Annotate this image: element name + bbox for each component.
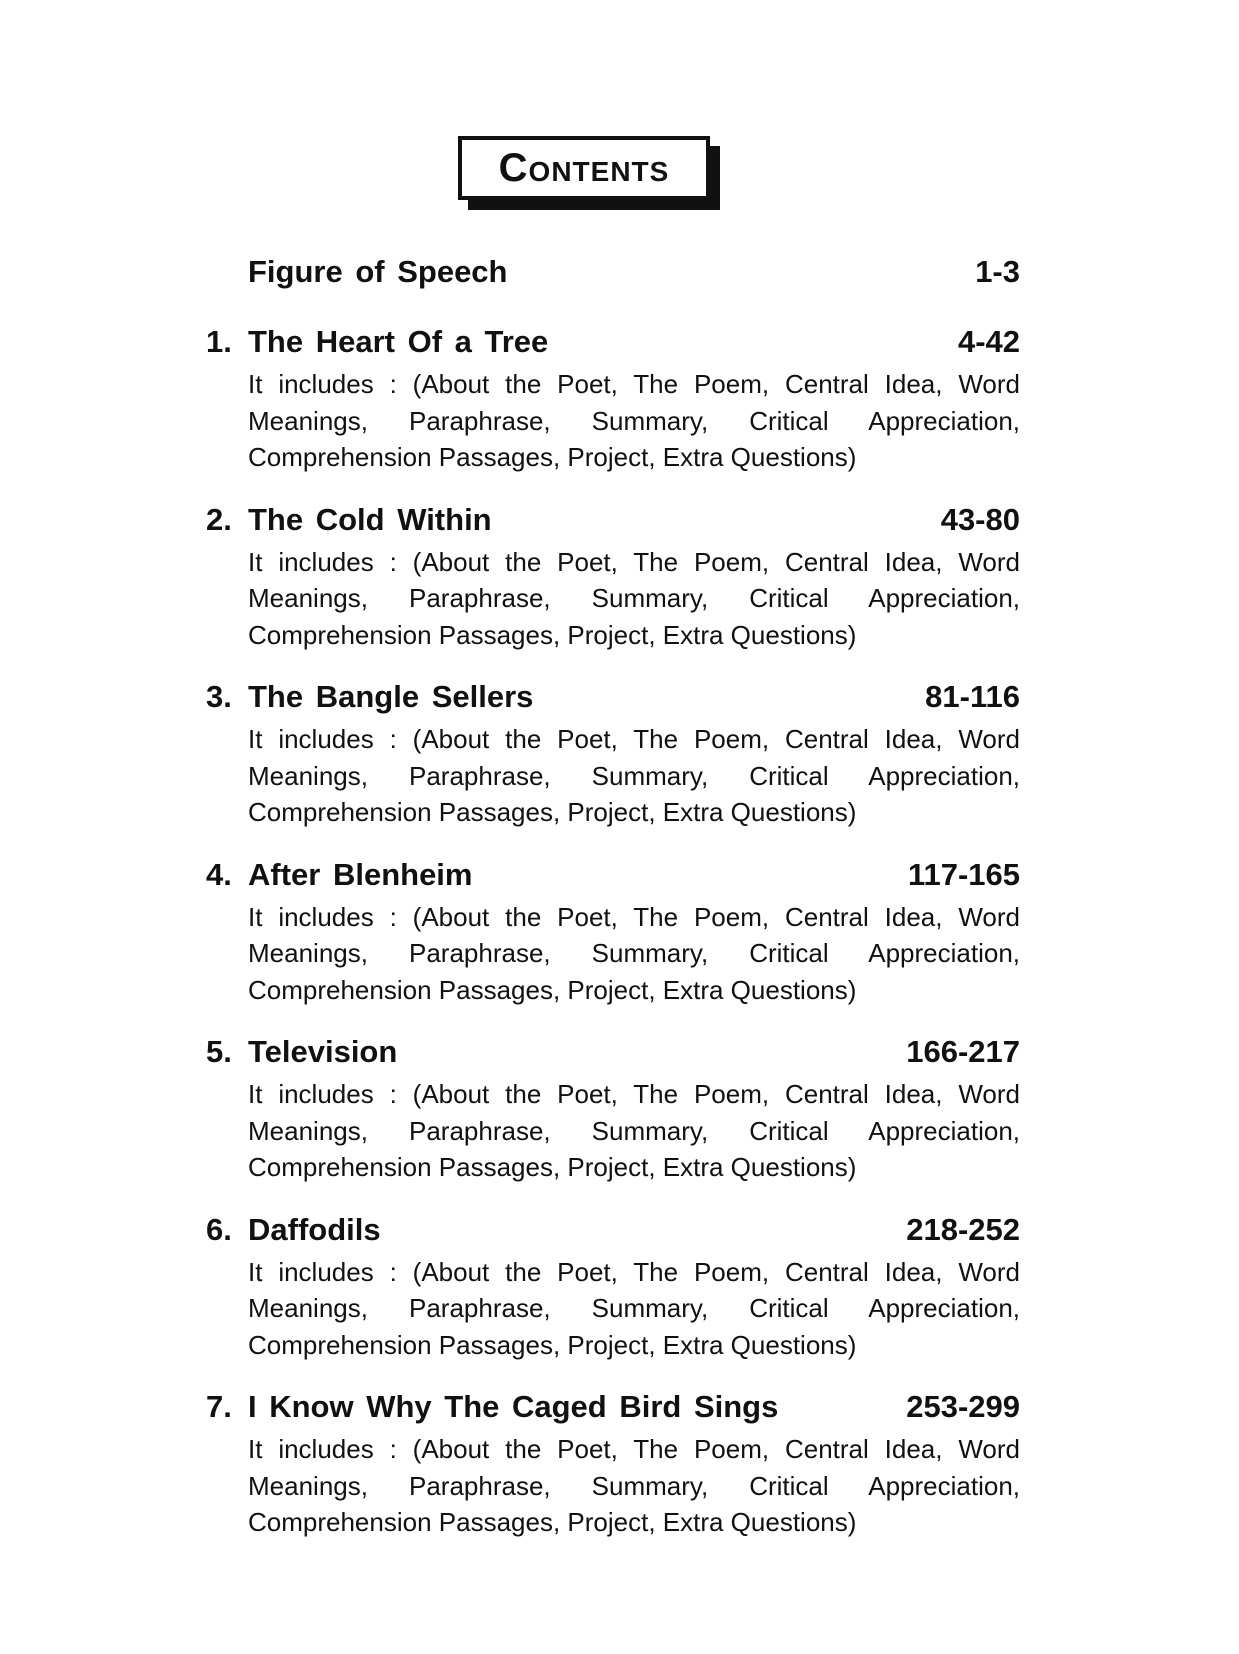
entry-title: After Blenheim [248,856,473,892]
entry-heading [206,1387,1020,1427]
page-title: Contents [498,146,670,190]
entry-pages: 4-42 [957,324,1020,359]
entry-number: 4. [206,856,232,892]
entry-heading [206,1210,1020,1250]
entry-title: The Heart Of a Tree [248,324,549,359]
contents-title-box [458,136,710,200]
entry-heading [206,252,1020,292]
list-item [206,500,1020,654]
entry-number: 2. [206,501,232,537]
list-item [206,677,1020,831]
entry-title: Television [248,1034,398,1069]
list-item [206,855,1020,1009]
entry-description: It includes : (About the Poet, The Poem, Central Idea, Word Meanings, Paraphrase, Summary, Critical Appreciation, Comprehension Passages, Project, Extra Questions) [248,1256,1020,1360]
entry-heading [206,677,1020,717]
entry-description: It includes : (About the Poet, The Poem, Central Idea, Word Meanings, Paraphrase, Summary, Critical Appreciation, Comprehension Passages, Project, Extra Questions) [248,546,1020,650]
entry-heading [206,322,1020,362]
entry-description: It includes : (About the Poet, The Poem, Central Idea, Word Meanings, Paraphrase, Summary, Critical Appreciation, Comprehension Passages, Project, Extra Questions) [248,1434,1020,1537]
entry-heading [206,500,1020,540]
list-item [206,1387,1020,1541]
entry-pages: 218-252 [906,1211,1020,1247]
entry-number: 6. [206,1211,232,1247]
list-item [206,252,1020,292]
list-item [206,1210,1020,1364]
entry-pages: 117-165 [907,856,1020,892]
entry-description: It includes : (About the Poet, The Poem, Central Idea, Word Meanings, Paraphrase, Summary, Critical Appreciation, Comprehension Passages, Project, Extra Questions) [248,1079,1020,1182]
title-frame [458,136,710,200]
entry-description: It includes : (About the Poet, The Poem, Central Idea, Word Meanings, Paraphrase, Summary, Critical Appreciation, Comprehension Passages, Project, Extra Questions) [248,724,1020,827]
list-item [206,322,1020,476]
entry-description: It includes : (About the Poet, The Poem, Central Idea, Word Meanings, Paraphrase, Summary, Critical Appreciation, Comprehension Passages, Project, Extra Questions) [248,369,1020,472]
entry-number: 3. [206,679,232,714]
entry-pages: 166-217 [906,1034,1020,1069]
entry-title: The Bangle Sellers [248,679,534,714]
entry-heading [206,855,1020,895]
entry-title: The Cold Within [248,501,492,537]
entry-title: Daffodils [248,1211,381,1247]
entry-description: It includes : (About the Poet, The Poem, Central Idea, Word Meanings, Paraphrase, Summary, Critical Appreciation, Comprehension Passages, Project, Extra Questions) [248,901,1020,1005]
entry-pages: 81-116 [925,679,1020,714]
list-item [206,1032,1020,1186]
entry-pages: 1-3 [975,254,1020,289]
entry-heading [206,1032,1020,1072]
contents-list [206,252,1020,1565]
entry-pages: 43-80 [940,501,1020,537]
entry-number: 1. [206,324,232,359]
entry-number: 7. [206,1389,232,1424]
entry-pages: 253-299 [906,1389,1020,1424]
entry-title: I Know Why The Caged Bird Sings [248,1389,779,1424]
entry-title: Figure of Speech [248,254,508,289]
entry-number: 5. [206,1034,232,1069]
